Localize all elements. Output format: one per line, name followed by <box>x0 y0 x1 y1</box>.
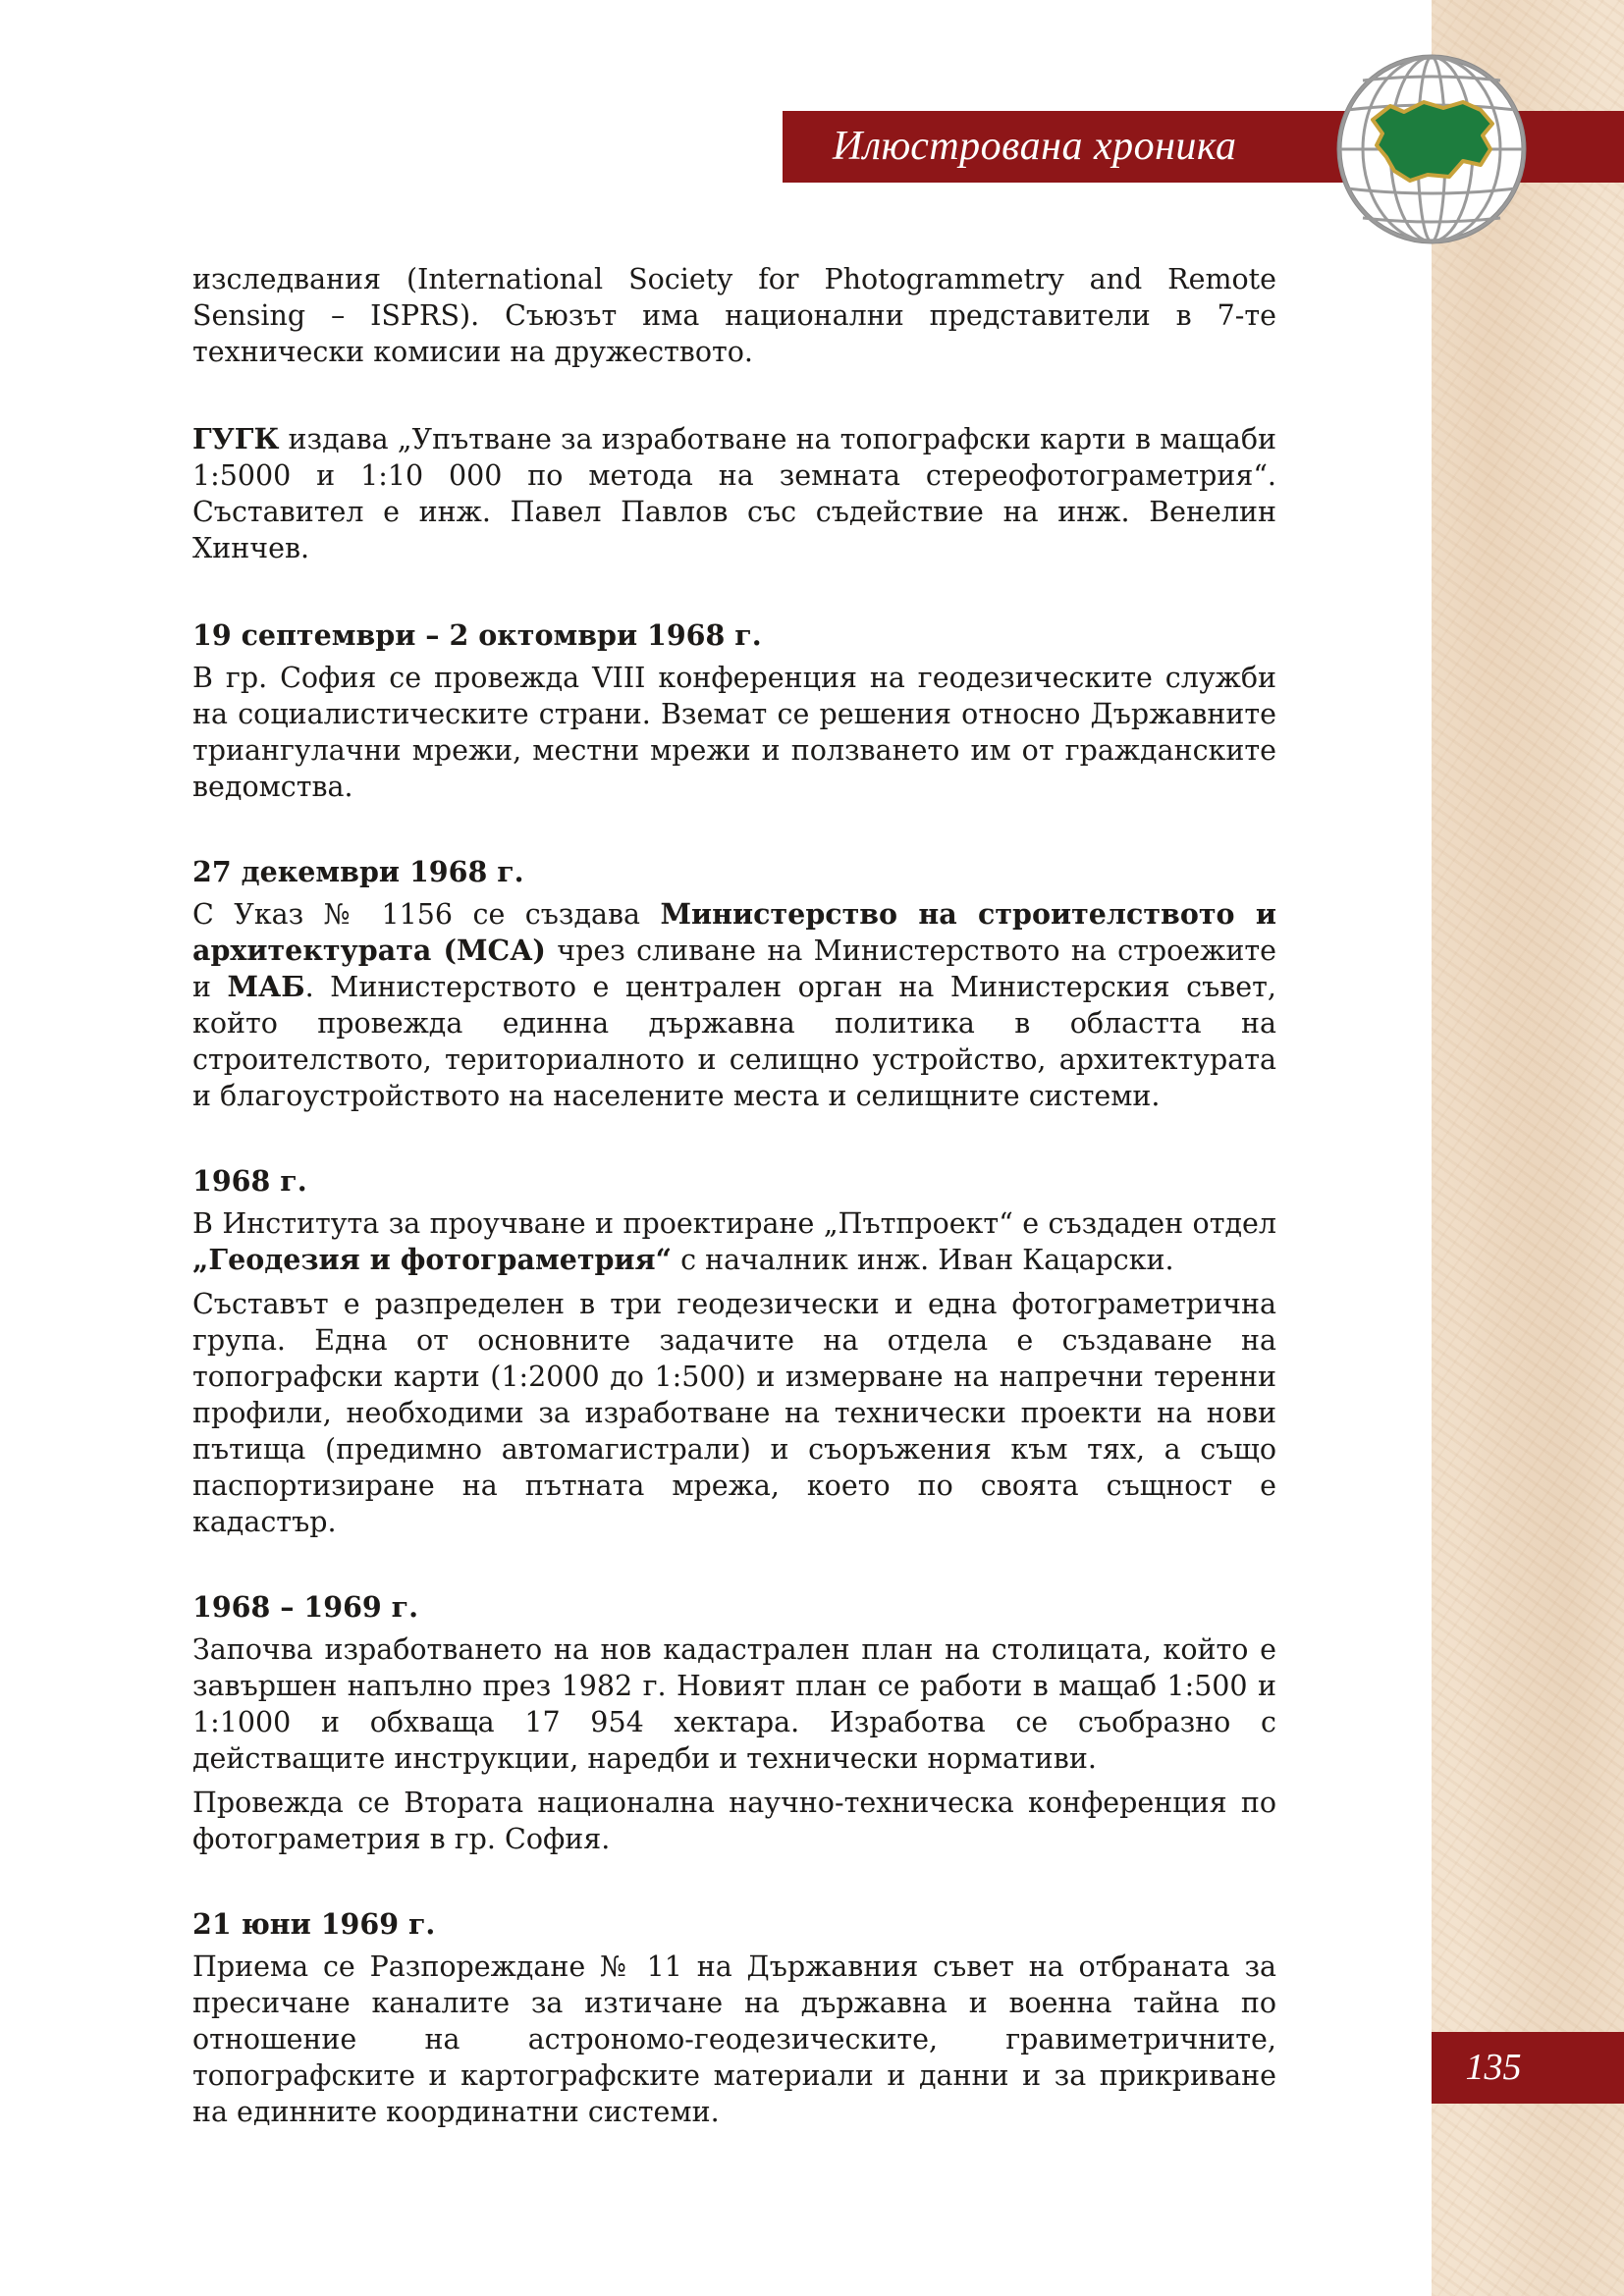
entry-paragraph: Съставът е разпределен в три геодезически и една фотограметрична група. Една от основните задачите на отдела е създаване на топографски карти (1:2000 до 1:500) и измерване на напречни теренни профили, необходими за изработване на технически проекти на нови пътища (предимно автомагистрали) и съоръжения към тях, а също паспортизиране на пътната мрежа, което по своята същност е кадастър. <box>192 1288 1276 1538</box>
entry-text: . Министерството е централен орган на Министерския съвет, който провежда единна държавна политика в областта на строителството, териториалното и селищно устройство, архитектурата и благоустройството на населените места и селищните системи. <box>192 971 1276 1112</box>
entry-date: 21 юни 1969 г. <box>192 1907 436 1941</box>
gugk-paragraph <box>192 421 1276 566</box>
gugk-text: издава „Упътване за изработване на топографски карти в мащаби 1:5000 и 1:10 000 по метода на земната стереофотограметрия“. Съставител е инж. Павел Павлов със съдействие на инж. Венелин Хинчев. <box>192 423 1276 564</box>
intro-paragraph: изследвания (International Society for Photogrammetry and Remote Sensing – ISPRS). Съюзът има национални представители в 7-те технически комисии на дружеството. <box>192 263 1276 368</box>
entry-date: 1968 – 1969 г. <box>192 1590 419 1624</box>
entry-text: В Института за проучване и проектиране „Пътпроект“ е създаден отдел <box>192 1207 1276 1240</box>
entry-date: 19 септември – 2 октомври 1968 г. <box>192 618 762 652</box>
section-title: Илюстрована хроника <box>833 124 1237 169</box>
entry-text: С Указ № 1156 се създава <box>192 898 661 931</box>
decorative-side-strip <box>1432 0 1624 2296</box>
entry-date: 1968 г. <box>192 1164 307 1198</box>
entry-paragraph: Приема се Разпореждане № 11 на Държавния съвет на отбраната за пресичане каналите за изтичане на държавна и военна тайна по отношение на астрономо-геодезическите, гравиметричните, топографските и картографските материали и данни и за прикриване на единните координатни системи. <box>192 1950 1276 2128</box>
entry-paragraph: Провежда се Втората национална научно-техническа конференция по фотограметрия в гр. София. <box>192 1787 1276 1855</box>
entry-paragraph: В гр. София се провежда VIII конференция на геодезическите служби на социалистическите страни. Вземат се решения относно Държавните триангулачни мрежи, местни мрежи и ползването им от гражданските ведомства. <box>192 662 1276 803</box>
entry-text: чрез сливане на Министерството на строежите и <box>192 934 1276 1003</box>
page-number: 135 <box>1465 2047 1522 2088</box>
entry-date: 27 декември 1968 г. <box>192 855 524 888</box>
entry-text: с началник инж. Иван Кацарски. <box>672 1244 1174 1276</box>
page-content <box>192 261 1276 2130</box>
entry-bold: Министерство на строителството и архитектурата (МСА) <box>192 897 1276 967</box>
entry-paragraph <box>192 1205 1276 1278</box>
entry-paragraph: Започва изработването на нов кадастрален план на столицата, който е завършен напълно през 1982 г. Новият план се работи в мащаб 1:500 и 1:1000 и обхваща 17 954 хектара. Изработва се съобразно с действащите инструкции, наредби и технически нормативи. <box>192 1633 1276 1775</box>
entry-paragraph <box>192 896 1276 1114</box>
entry-bold: МАБ <box>227 970 305 1003</box>
globe-bulgaria-map-icon <box>1333 51 1530 247</box>
entry-bold: „Геодезия и фотограметрия“ <box>192 1243 673 1276</box>
gugk-bold: ГУГК <box>192 422 280 455</box>
